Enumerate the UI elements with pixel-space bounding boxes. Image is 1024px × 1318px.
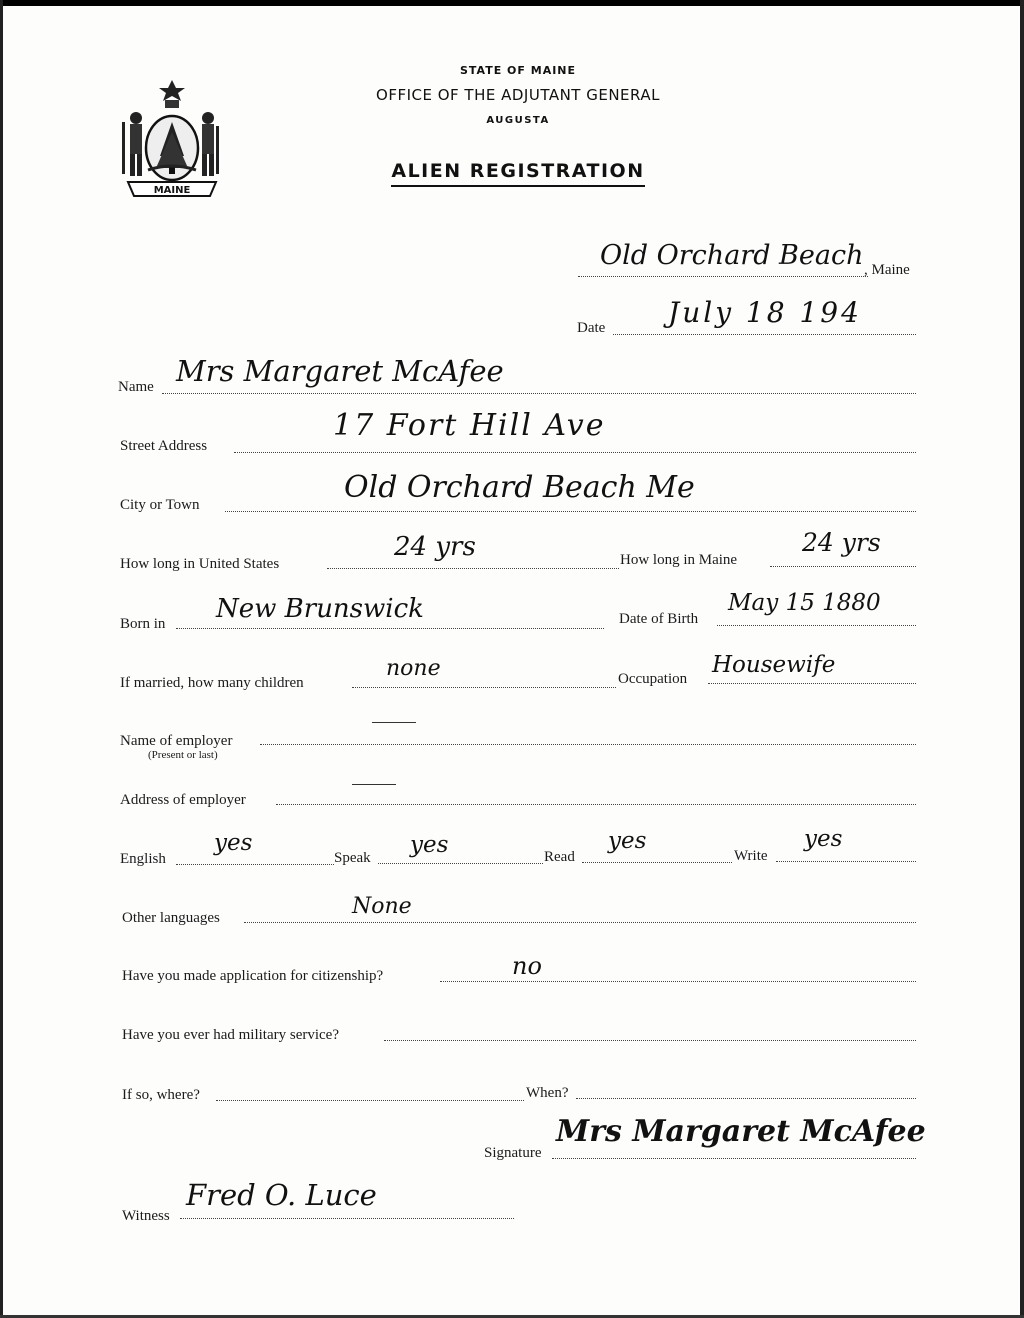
seal-motto: MAINE xyxy=(153,185,191,196)
town-line xyxy=(578,276,868,277)
children-line xyxy=(352,687,616,688)
how-long-maine-label: How long in Maine xyxy=(620,552,738,568)
form-title: ALIEN REGISTRATION xyxy=(391,160,644,187)
date-value: July 18 194 xyxy=(668,296,862,329)
speak-label: Speak xyxy=(334,850,371,866)
city-line xyxy=(225,511,916,512)
citizenship-line xyxy=(440,981,916,982)
maine-label: , Maine xyxy=(864,262,910,278)
signature-label: Signature xyxy=(484,1145,542,1161)
speak-line xyxy=(378,863,543,864)
witness-value: Fred O. Luce xyxy=(186,1178,377,1212)
witness-line xyxy=(180,1218,514,1219)
employer-dash xyxy=(372,722,416,723)
other-languages-value: None xyxy=(352,894,412,919)
english-label: English xyxy=(120,851,166,867)
military-label: Have you ever had military service? xyxy=(122,1027,339,1043)
employer-note: (Present or last) xyxy=(148,749,218,761)
other-languages-line xyxy=(244,922,916,923)
date-label: Date xyxy=(577,320,606,336)
read-value: yes xyxy=(608,828,647,854)
street-label: Street Address xyxy=(120,438,208,454)
when-line xyxy=(576,1098,916,1099)
how-long-us-value: 24 yrs xyxy=(394,532,476,562)
scan-border-top xyxy=(0,0,1024,6)
street-value: 17 Fort Hill Ave xyxy=(333,408,606,443)
street-line xyxy=(234,452,916,453)
date-of-birth-line xyxy=(717,625,916,626)
write-value: yes xyxy=(804,826,843,852)
office-heading: OFFICE OF THE ADJUTANT GENERAL xyxy=(376,86,660,104)
witness-label: Witness xyxy=(122,1208,170,1224)
born-in-line xyxy=(176,628,604,629)
where-label: If so, where? xyxy=(122,1087,200,1103)
employer-address-label: Address of employer xyxy=(120,792,246,808)
citizenship-value: no xyxy=(512,952,542,980)
write-line xyxy=(776,861,916,862)
born-in-label: Born in xyxy=(120,616,166,632)
signature-line xyxy=(552,1158,916,1159)
date-of-birth-label: Date of Birth xyxy=(619,611,699,627)
city-heading: AUGUSTA xyxy=(486,115,550,126)
military-line xyxy=(384,1040,916,1041)
children-label: If married, how many children xyxy=(120,675,304,691)
signature-value: Mrs Margaret McAfee xyxy=(556,1114,926,1149)
occupation-label: Occupation xyxy=(618,671,688,687)
read-line xyxy=(582,862,732,863)
name-value: Mrs Margaret McAfee xyxy=(176,354,504,388)
speak-value: yes xyxy=(410,832,449,858)
employer-address-line xyxy=(276,804,916,805)
read-label: Read xyxy=(544,849,575,865)
scan-border-right xyxy=(1020,0,1024,1318)
occupation-value: Housewife xyxy=(712,652,836,678)
employer-line xyxy=(260,744,916,745)
date-line xyxy=(613,334,916,335)
children-value: none xyxy=(386,656,441,681)
other-languages-label: Other languages xyxy=(122,910,220,926)
employer-label: Name of employer xyxy=(120,733,233,749)
date-of-birth-value: May 15 1880 xyxy=(728,590,881,616)
how-long-maine-line xyxy=(770,566,916,567)
employer-address-dash xyxy=(352,784,396,785)
how-long-us-label: How long in United States xyxy=(120,556,280,572)
state-heading: STATE OF MAINE xyxy=(459,64,577,77)
scan-border-left xyxy=(0,0,3,1318)
english-value: yes xyxy=(214,830,253,856)
city-label: City or Town xyxy=(120,497,200,513)
name-label: Name xyxy=(118,379,154,395)
name-line xyxy=(162,393,916,394)
citizenship-label: Have you made application for citizenship? xyxy=(122,968,384,984)
occupation-line xyxy=(708,683,916,684)
city-value: Old Orchard Beach Me xyxy=(344,470,695,505)
town-value: Old Orchard Beach xyxy=(600,240,864,271)
where-line xyxy=(216,1100,524,1101)
english-line xyxy=(176,864,334,865)
born-in-value: New Brunswick xyxy=(216,594,424,624)
when-label: When? xyxy=(526,1085,569,1101)
write-label: Write xyxy=(734,848,768,864)
how-long-maine-value: 24 yrs xyxy=(802,528,881,557)
how-long-us-line xyxy=(327,568,619,569)
